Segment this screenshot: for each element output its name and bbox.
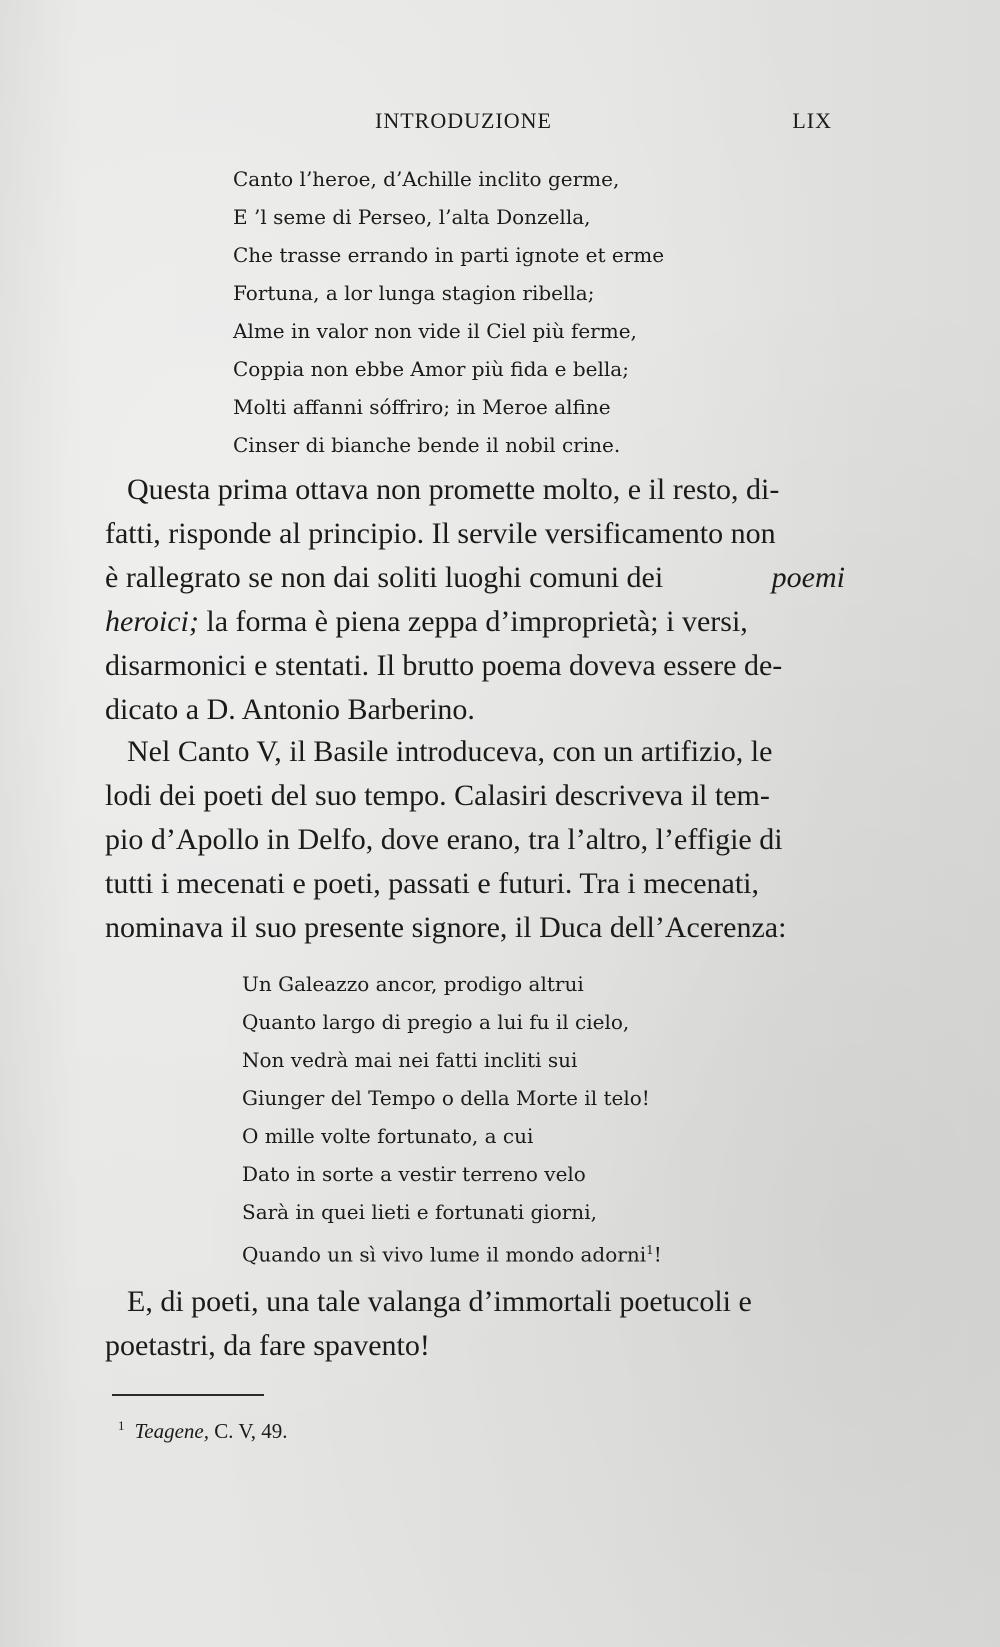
paragraph-1: [105, 468, 845, 732]
verse-punctuation: !: [653, 1242, 662, 1267]
paragraph-2: [105, 730, 845, 950]
verse-text: Quando un sì vivo lume il mondo adorni: [242, 1242, 647, 1267]
prose-line: E, di poeti, una tale valanga d’immortali poetucoli e: [127, 1285, 752, 1318]
prose-line: Questa prima ottava non promette molto, e il resto, di-: [127, 473, 780, 506]
running-header: [105, 108, 832, 138]
footnote: [118, 1418, 288, 1444]
running-title: INTRODUZIONE: [375, 108, 552, 133]
prose-text: è rallegrato se non dai soliti luoghi comuni dei: [105, 561, 664, 594]
paragraph-3: [105, 1280, 865, 1368]
verse-line: O mille volte fortunato, a cui: [242, 1124, 534, 1148]
prose-line: tutti i mecenati e poeti, passati e futuri. Tra i mecenati,: [105, 867, 759, 900]
prose-line: disarmonici e stentati. Il brutto poema doveva essere de-: [105, 649, 783, 682]
footnote-title: Teagene,: [134, 1419, 209, 1443]
footnote-reference[interactable]: 1: [646, 1243, 654, 1257]
prose-line: lodi dei poeti del suo tempo. Calasiri descriveva il tem-: [105, 779, 770, 812]
prose-line: poetastri, da fare spavento!: [105, 1329, 430, 1362]
verse-stanza-2: [242, 965, 662, 1269]
verse-line: Che trasse errando in parti ignote et erme: [233, 243, 665, 267]
verse-line: Alme in valor non vide il Ciel più ferme,: [233, 319, 637, 343]
footnote-ref: C. V, 49.: [214, 1419, 288, 1443]
verse-line: E ’l seme di Perseo, l’alta Donzella,: [233, 205, 591, 229]
prose-line: [105, 600, 845, 644]
verse-stanza-1: [233, 160, 664, 464]
verse-line: Quanto largo di pregio a lui fu il cielo,: [242, 1010, 630, 1034]
verse-line: Coppia non ebbe Amor più fida e bella;: [233, 357, 629, 381]
verse-line: Non vedrà mai nei fatti incliti sui: [242, 1048, 578, 1072]
footnote-marker: 1: [118, 1418, 125, 1433]
verse-line: Dato in sorte a vestir terreno velo: [242, 1162, 586, 1186]
verse-line: Fortuna, a lor lunga stagion ribella;: [233, 281, 595, 305]
footnote-divider: [112, 1394, 264, 1396]
italic-title: heroici;: [105, 605, 199, 638]
prose-line: [105, 556, 845, 600]
prose-line: nominava il suo presente signore, il Duca dell’Acerenza:: [105, 911, 787, 944]
verse-line: Molti affanni sóffriro; in Meroe alfine: [233, 395, 611, 419]
italic-title: poemi: [771, 561, 845, 594]
page-number: LIX: [792, 108, 832, 133]
prose-text: la forma è piena zeppa d’improprietà; i versi,: [198, 605, 748, 638]
prose-line: Nel Canto V, il Basile introduceva, con un artifizio, le: [127, 735, 773, 768]
prose-line: pio d’Apollo in Delfo, dove erano, tra l’altro, l’effigie di: [105, 823, 783, 856]
verse-line: Sarà in quei lieti e fortunati giorni,: [242, 1200, 597, 1224]
prose-line: fatti, risponde al principio. Il servile versificamento non: [105, 517, 776, 550]
verse-line: Cinser di bianche bende il nobil crine.: [233, 433, 621, 457]
verse-line: Un Galeazzo ancor, prodigo altrui: [242, 972, 584, 996]
prose-line: dicato a D. Antonio Barberino.: [105, 693, 475, 726]
verse-line: [242, 1231, 662, 1269]
verse-line: Canto l’heroe, d’Achille inclito germe,: [233, 167, 620, 191]
verse-line: Giunger del Tempo o della Morte il telo!: [242, 1086, 650, 1110]
